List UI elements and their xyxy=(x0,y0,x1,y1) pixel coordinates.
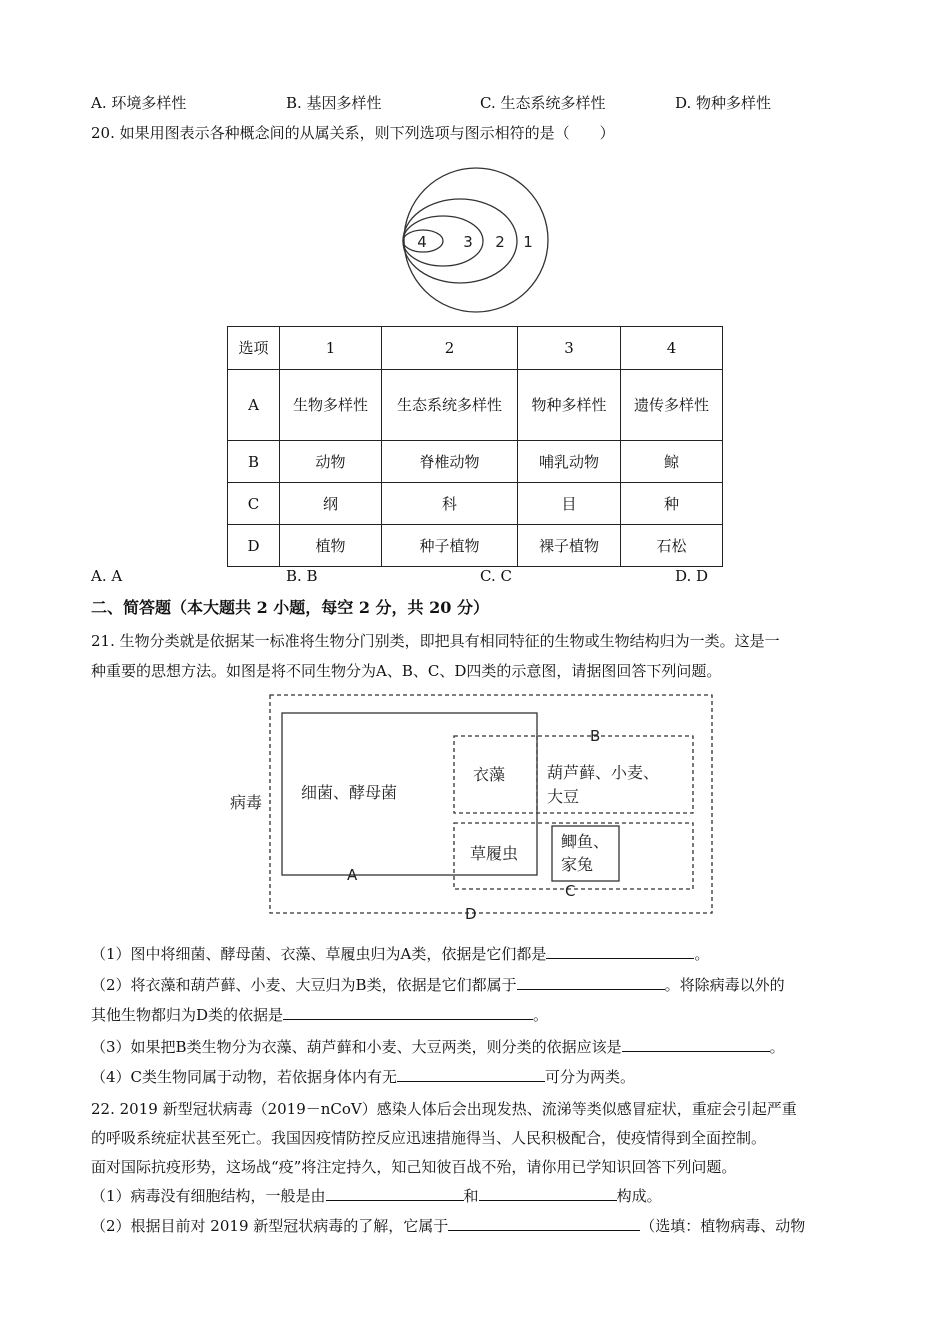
q21-sub2b-end: 。 xyxy=(533,1006,549,1024)
label-b: B xyxy=(590,727,601,745)
table-cell: 脊椎动物 xyxy=(382,441,518,483)
answer-blank[interactable] xyxy=(622,1037,770,1052)
table-cell: 目 xyxy=(518,483,621,525)
q19-option-b: B. 基因多样性 xyxy=(286,94,382,112)
q22-sub2-text: （2）根据目前对 2019 新型冠状病毒的了解，它属于 xyxy=(91,1217,449,1235)
q21-sub2-text: （2）将衣藻和葫芦藓、小麦、大豆归为B类，依据是它们都属于 xyxy=(91,976,517,994)
answer-blank[interactable] xyxy=(479,1186,617,1201)
table-cell: 裸子植物 xyxy=(518,525,621,567)
q21-stem-line2: 种重要的思想方法。如图是将不同生物分为A、B、C、D四类的示意图，请据图回答下列问题。 xyxy=(91,662,722,680)
q20-stem: 20. 如果用图表示各种概念间的从属关系，则下列选项与图示相符的是（ ） xyxy=(91,124,615,142)
section-heading: 二、简答题（本大题共 2 小题，每空 2 分，共 20 分） xyxy=(91,598,489,617)
q21-sub4-end: 可分为两类。 xyxy=(545,1068,636,1086)
label-c: C xyxy=(565,882,576,900)
answer-blank[interactable] xyxy=(517,975,665,990)
label-bacteria-yeast: 细菌、酵母菌 xyxy=(301,783,398,802)
circle-label-1: 1 xyxy=(523,233,533,251)
table-cell: 科 xyxy=(382,483,518,525)
table-row xyxy=(228,483,723,525)
q21-sub2 xyxy=(91,975,785,995)
table-cell: 物种多样性 xyxy=(518,370,621,441)
q22-sub1-end: 构成。 xyxy=(616,1187,662,1205)
q21-sub2-tail: 。将除病毒以外的 xyxy=(664,976,785,994)
table-cell: 遗传多样性 xyxy=(621,370,723,441)
table-cell: 生态系统多样性 xyxy=(382,370,518,441)
table-header-cell: 1 xyxy=(280,327,382,370)
answer-blank[interactable] xyxy=(397,1067,545,1082)
q22-sub1-and: 和 xyxy=(463,1187,479,1205)
table-cell: B xyxy=(228,441,280,483)
classification-diagram xyxy=(225,690,720,920)
q20-options-table xyxy=(227,326,723,567)
q20-option-d: D. D xyxy=(675,567,709,585)
q21-sub2b xyxy=(91,1005,548,1025)
label-fish-line2: 家兔 xyxy=(561,855,594,874)
q22-stem-line1: 22. 2019 新型冠状病毒（2019－nCoV）感染人体后会出现发热、流涕等类似感冒症状，重症会引起严重 xyxy=(91,1100,797,1118)
q19-option-c: C. 生态系统多样性 xyxy=(480,94,606,112)
table-row xyxy=(228,441,723,483)
q21-sub3 xyxy=(91,1037,785,1057)
answer-blank[interactable] xyxy=(326,1186,464,1201)
table-header-cell: 3 xyxy=(518,327,621,370)
q21-sub4-text: （4）C类生物同属于动物，若依据身体内有无 xyxy=(91,1068,398,1086)
q19-option-d: D. 物种多样性 xyxy=(675,94,772,112)
q22-sub2-tail: （选填：植物病毒、动物 xyxy=(640,1217,806,1235)
q22-stem-line2: 的呼吸系统症状甚至死亡。我国因疫情防控反应迅速措施得当、人民积极配合，使疫情得到全面控制。 xyxy=(91,1129,767,1147)
answer-blank[interactable] xyxy=(448,1216,640,1231)
label-a: A xyxy=(347,866,358,884)
table-row xyxy=(228,525,723,567)
table-cell: 种子植物 xyxy=(382,525,518,567)
q19-option-a: A. 环境多样性 xyxy=(91,94,187,112)
table-cell: 植物 xyxy=(280,525,382,567)
table-cell: 种 xyxy=(621,483,723,525)
label-moss-line1: 葫芦藓、小麦、 xyxy=(547,763,660,782)
q21-sub4 xyxy=(91,1067,635,1087)
label-fish-line1: 鲫鱼、 xyxy=(561,832,610,851)
q21-stem-line1: 21. 生物分类就是依据某一标准将生物分门别类，即把具有相同特征的生物或生物结构归为一类。这是一 xyxy=(91,632,780,650)
circle-label-2: 2 xyxy=(495,233,505,251)
q20-option-c: C. C xyxy=(480,567,512,585)
q21-sub1-end: 。 xyxy=(694,945,710,963)
table-cell: 哺乳动物 xyxy=(518,441,621,483)
table-cell: 生物多样性 xyxy=(280,370,382,441)
q20-option-b: B. B xyxy=(286,567,318,585)
label-paramecium: 草履虫 xyxy=(470,844,519,863)
q22-stem-line3: 面对国际抗疫形势，这场战“疫”将注定持久，知己知彼百战不殆，请你用已学知识回答下列问题。 xyxy=(91,1158,737,1176)
table-header-cell: 4 xyxy=(621,327,723,370)
label-lichen: 衣藻 xyxy=(473,765,506,784)
circle-label-3: 3 xyxy=(463,233,473,251)
q21-sub1-text: （1）图中将细菌、酵母菌、衣藻、草履虫归为A类，依据是它们都是 xyxy=(91,945,547,963)
label-d: D xyxy=(465,905,477,920)
q21-sub3-text: （3）如果把B类生物分为衣藻、葫芦藓和小麦、大豆两类，则分类的依据应该是 xyxy=(91,1038,622,1056)
concept-circles-figure xyxy=(400,164,550,314)
table-header-cell: 选项 xyxy=(228,327,280,370)
label-virus: 病毒 xyxy=(230,793,263,812)
table-cell: C xyxy=(228,483,280,525)
q21-sub3-end: 。 xyxy=(769,1038,785,1056)
label-moss-line2: 大豆 xyxy=(547,787,580,806)
answer-blank[interactable] xyxy=(283,1005,533,1020)
q22-sub2 xyxy=(91,1216,805,1236)
table-header-cell: 2 xyxy=(382,327,518,370)
answer-blank[interactable] xyxy=(546,944,694,959)
table-cell: A xyxy=(228,370,280,441)
table-cell: 鲸 xyxy=(621,441,723,483)
q22-sub1-text: （1）病毒没有细胞结构，一般是由 xyxy=(91,1187,326,1205)
circle-label-4: 4 xyxy=(417,233,427,251)
q20-option-a: A. A xyxy=(91,567,123,585)
q21-sub2b-text: 其他生物都归为D类的依据是 xyxy=(91,1006,284,1024)
box-d xyxy=(270,695,712,913)
table-header-row xyxy=(228,327,723,370)
q21-sub1 xyxy=(91,944,709,964)
q22-sub1 xyxy=(91,1186,662,1206)
table-cell: 纲 xyxy=(280,483,382,525)
table-cell: D xyxy=(228,525,280,567)
table-row xyxy=(228,370,723,441)
table-cell: 动物 xyxy=(280,441,382,483)
table-cell: 石松 xyxy=(621,525,723,567)
